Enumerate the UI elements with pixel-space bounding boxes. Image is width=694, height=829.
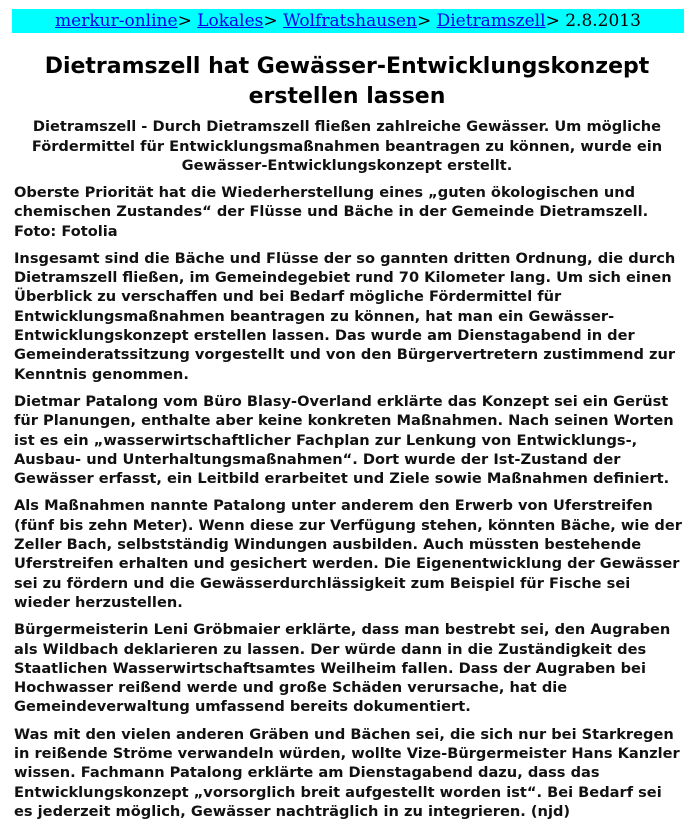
article-date: 2.8.2013 [565,11,641,31]
article-paragraph: Was mit den vielen anderen Gräben und Bächen sei, die sich nur bei Starkregen in reißende Ströme verwandeln würden, wollte Vize-Bürgermeister Hans Kanzler wissen. Fachmann Patalong erklärte am Dienstagabend dazu, dass das Entwicklungskonzept „vorsorglich breit aufgestellt worden ist“. Bei Bedarf sei es jederzeit möglich, Gewässer nachträglich in zu integrieren. (njd) [14,725,680,820]
breadcrumb-separator: > [416,11,432,31]
article-body [14,183,682,829]
breadcrumb-link-wolfratshausen[interactable]: Wolfratshausen [283,11,417,31]
breadcrumb-separator: > [545,11,560,31]
breadcrumb-link-dietramszell[interactable]: Dietramszell [436,11,546,31]
breadcrumb-separator: > [177,11,192,31]
breadcrumb-separator: > [263,11,278,31]
breadcrumb-link-merkur-online[interactable]: merkur-online [55,11,178,31]
article-paragraph: Als Maßnahmen nannte Patalong unter anderem den Erwerb von Uferstreifen (fünf bis zehn Meter). Wenn diese zur Verfügung stehen, könnten Bäche, wie der Zeller Bach, selbstständig Windungen ausbilden. Auch müssten bestehende Uferstreifen erhalten und gesichert werden. Die Eigenentwicklung der Gewässer sei zu fördern und die Gewässerdurchlässigkeit zum Beispiel für Fische sei wieder herzustellen. [14,497,682,611]
article-paragraph: Dietmar Patalong vom Büro Blasy-Overland erklärte das Konzept sei ein Gerüst für Planungen, enthalte aber keine konkreten Maßnahmen. Nach seinen Worten ist es ein „wasserwirtschaftlicher Fachplan zur Lenkung von Entwicklungs-, Ausbau- und Unterhaltungsmaßnahmen“. Dort wurde der Ist-Zustand der Gewässer erfasst, ein Leitbild erarbeitet und Ziele sowie Maßnahmen definiert. [14,392,674,488]
article-paragraph: Oberste Priorität hat die Wiederherstellung eines „guten ökologischen und chemischen Zustandes“ der Flüsse und Bäche in der Gemeinde Dietramszell. Foto: Fotolia [14,184,649,240]
breadcrumb-link-lokales[interactable]: Lokales [197,11,264,31]
article-teaser: Dietramszell - Durch Dietramszell fließen zahlreiche Gewässer. Um mögliche Fördermittel für Entwicklungsmaßnahmen beantragen zu können, wurde ein Gewässer-Entwicklungskonzept erstellt. [31,118,663,174]
article-paragraph: Insgesamt sind die Bäche und Flüsse der so gannten dritten Ordnung, die durch Dietramszell fließen, im Gemeindegebiet rund 70 Kilometer lang. Um sich einen Überblick zu verschaffen und bei Bedarf mögliche Fördermittel für Entwicklungsmaßnahmen beantragen zu können, hat man ein Gewässer-Entwicklungskonzept erstellen lassen. Das wurde am Dienstagabend in der Gemeinderatssitzung vorgestellt und von den Bürgervertretern zustimmend zur Kenntnis genommen. [14,249,676,383]
article-headline: Dietramszell hat Gewässer-Entwicklungskonzept erstellen lassen [44,54,650,109]
article-paragraph: Bürgermeisterin Leni Gröbmaier erklärte, dass man bestrebt sei, den Augraben als Wildbach deklarieren zu lassen. Der würde dann in die Zuständigkeit des Staatlichen Wasserwirtschaftsamtes Weilheim fallen. Dass der Augraben bei Hochwasser reißend werde und große Schäden verursache, hat die Gemeindeverwaltung umfassend bereits dokumentiert. [14,621,671,716]
breadcrumb [12,9,684,33]
